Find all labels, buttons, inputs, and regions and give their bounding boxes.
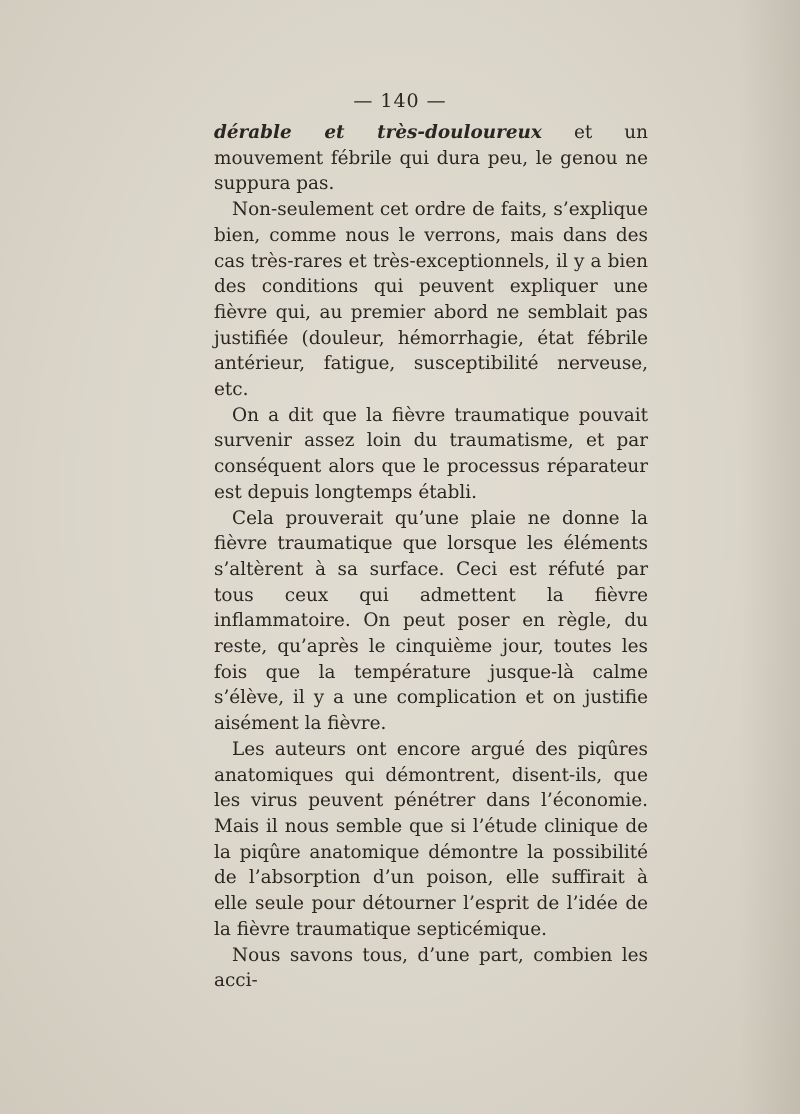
paragraph-2: Non-seulement cet ordre de faits, s’explique bien, comme nous le verrons, mais dans des cas très-rares et très-exceptionnels, il y a bien des conditions qui peuvent expliquer une fièvre qui, au premier abord ne semblait pas justifiée (douleur, hémorrhagie, état fébrile antérieur, fatigue, susceptibilité nerveuse, etc. [214, 199, 648, 401]
paragraph-1 [214, 120, 648, 197]
paragraph-5: Les auteurs ont encore argué des piqûres anatomiques qui démontrent, disent-ils, que les virus peuvent pénétrer dans l’économie. Mais il nous semble que si l’étude clinique de la piqûre anatomique démontre la possibilité de l’absorption d’un poison, elle suffirait à elle seule pour détourner l’esprit de l’idée de la fièvre traumatique septicémique. [214, 738, 648, 940]
page-number: — 140 — [353, 90, 447, 112]
paragraph-4: Cela prouverait qu’une plaie ne donne la fièvre traumatique que lorsque les éléments s’altèrent à sa surface. Ceci est réfuté par tous ceux qui admettent la fièvre inflammatoire. On peut poser en règle, du reste, qu’après le cinquième jour, toutes les fois que la température jusque-là calme s’élève, il y a une complication et on justifie aisément la fièvre. [214, 507, 648, 735]
paragraph-1-text: et un mouvement fébrile qui dura peu, le genou ne suppura pas. [214, 122, 648, 195]
body-text [214, 120, 648, 994]
paragraph-3: On a dit que la fièvre traumatique pouvait survenir assez loin du traumatisme, et par conséquent alors que le processus réparateur est depuis longtemps établi. [214, 404, 648, 503]
paragraph-6: Nous savons tous, d’une part, combien les acci- [214, 944, 648, 992]
italic-lead-phrase: dérable et très-douloureux [214, 122, 542, 143]
